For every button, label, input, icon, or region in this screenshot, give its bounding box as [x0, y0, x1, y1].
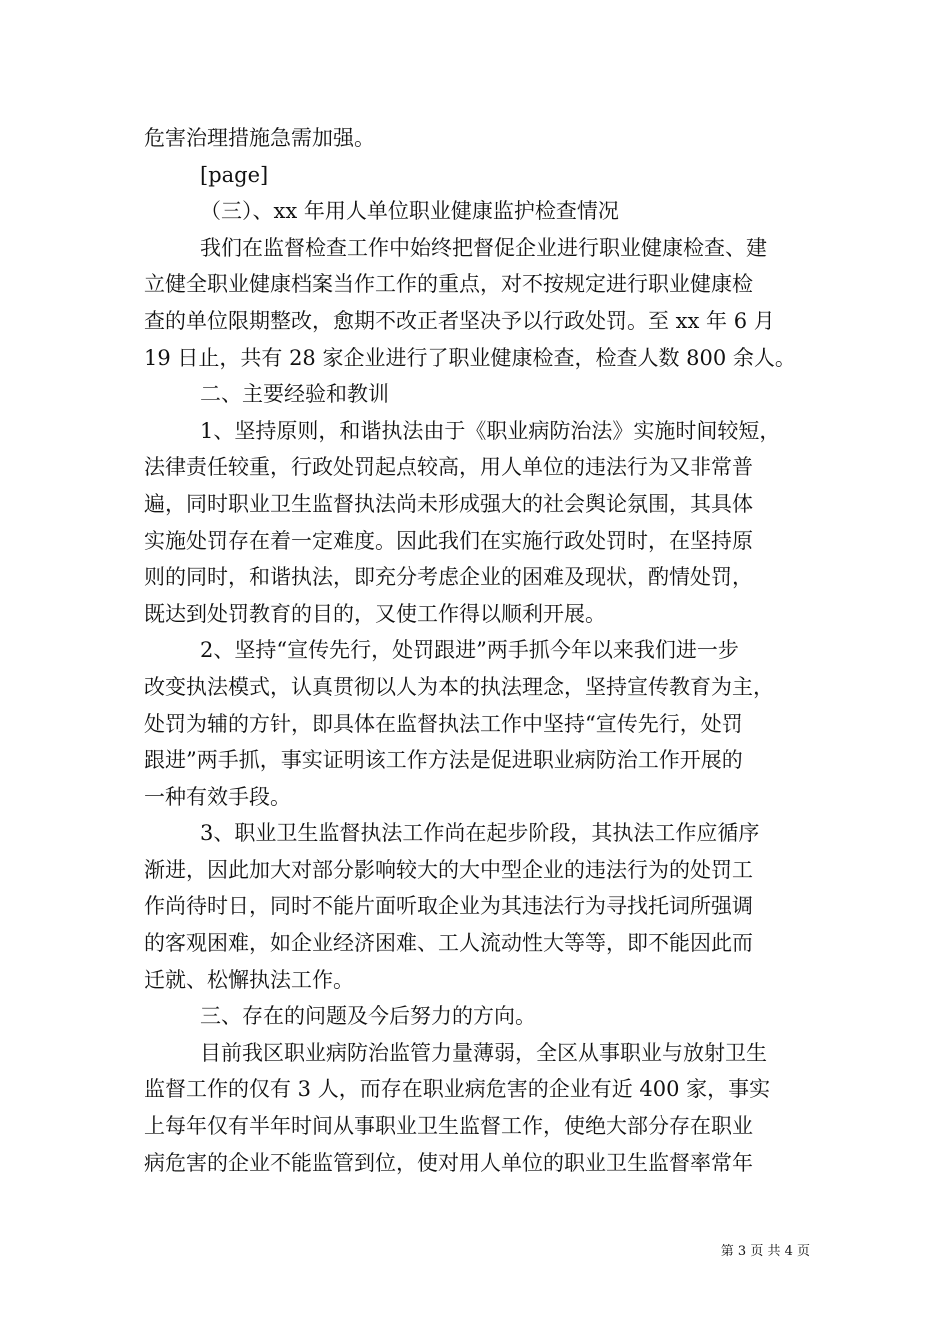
text-line: 改变执法模式，认真贯彻以人为本的执法理念，坚持宣传教育为主， — [144, 674, 774, 699]
text-line: 我们在监督检查工作中始终把督促企业进行职业健康检查、建 — [200, 235, 767, 260]
section-heading: （三）、xx 年用人单位职业健康监护检查情况 — [200, 199, 619, 224]
text-line: 处罚为辅的方针，即具体在监督执法工作中坚持“宣传先行，处罚 — [144, 711, 743, 736]
text-line: 则的同时，和谐执法，即充分考虑企业的困难及现状，酌情处罚， — [144, 565, 753, 590]
page-marker: [page] — [200, 162, 269, 187]
text-line: 上每年仅有半年时间从事职业卫生监督工作，使绝大部分存在职业 — [144, 1114, 753, 1139]
text-line: 查的单位限期整改，愈期不改正者坚决予以行政处罚。至 xx 年 6 月 — [144, 308, 775, 333]
text-line: 2、坚持“宣传先行，处罚跟进”两手抓今年以来我们进一步 — [200, 638, 739, 663]
text-line: 既达到处罚教育的目的，又使工作得以顺利开展。 — [144, 601, 606, 626]
text-line: 法律责任较重，行政处罚起点较高，用人单位的违法行为又非常普 — [144, 455, 753, 480]
text-line: 迁就、松懈执法工作。 — [144, 967, 354, 992]
text-line: 3、职业卫生监督执法工作尚在起步阶段，其执法工作应循序 — [200, 821, 760, 846]
text-line: 一种有效手段。 — [144, 784, 291, 809]
text-line: 病危害的企业不能监管到位，使对用人单位的职业卫生监督率常年 — [144, 1150, 753, 1175]
text-line: 19 日止，共有 28 家企业进行了职业健康检查，检查人数 800 余人。 — [144, 345, 796, 370]
page-number-footer: 第 3 页 共 4 页 — [720, 1244, 810, 1259]
text-line: 遍，同时职业卫生监督执法尚未形成强大的社会舆论氛围，其具体 — [144, 491, 753, 516]
text-line: 渐进，因此加大对部分影响较大的大中型企业的违法行为的处罚工 — [144, 857, 753, 882]
text-line: 跟进”两手抓，事实证明该工作方法是促进职业病防治工作开展的 — [144, 748, 743, 773]
text-line: 的客观困难，如企业经济困难、工人流动性大等等，即不能因此而 — [144, 931, 753, 956]
text-line: 1、坚持原则，和谐执法由于《职业病防治法》实施时间较短， — [200, 418, 781, 443]
text-line: 目前我区职业病防治监管力量薄弱，全区从事职业与放射卫生 — [200, 1040, 767, 1065]
section-heading: 三、存在的问题及今后努力的方向。 — [200, 1004, 536, 1029]
text-line: 立健全职业健康档案当作工作的重点，对不按规定进行职业健康检 — [144, 272, 753, 297]
text-line: 监督工作的仅有 3 人，而存在职业病危害的企业有近 400 家，事实 — [144, 1077, 771, 1102]
document-body — [144, 120, 814, 1181]
text-line: 作尚待时日，同时不能片面听取企业为其违法行为寻找托词所强调 — [144, 894, 753, 919]
section-heading: 二、主要经验和教训 — [200, 382, 389, 407]
text-line: 危害治理措施急需加强。 — [144, 126, 375, 150]
text-line: 实施处罚存在着一定难度。因此我们在实施行政处罚时，在坚持原 — [144, 528, 753, 553]
